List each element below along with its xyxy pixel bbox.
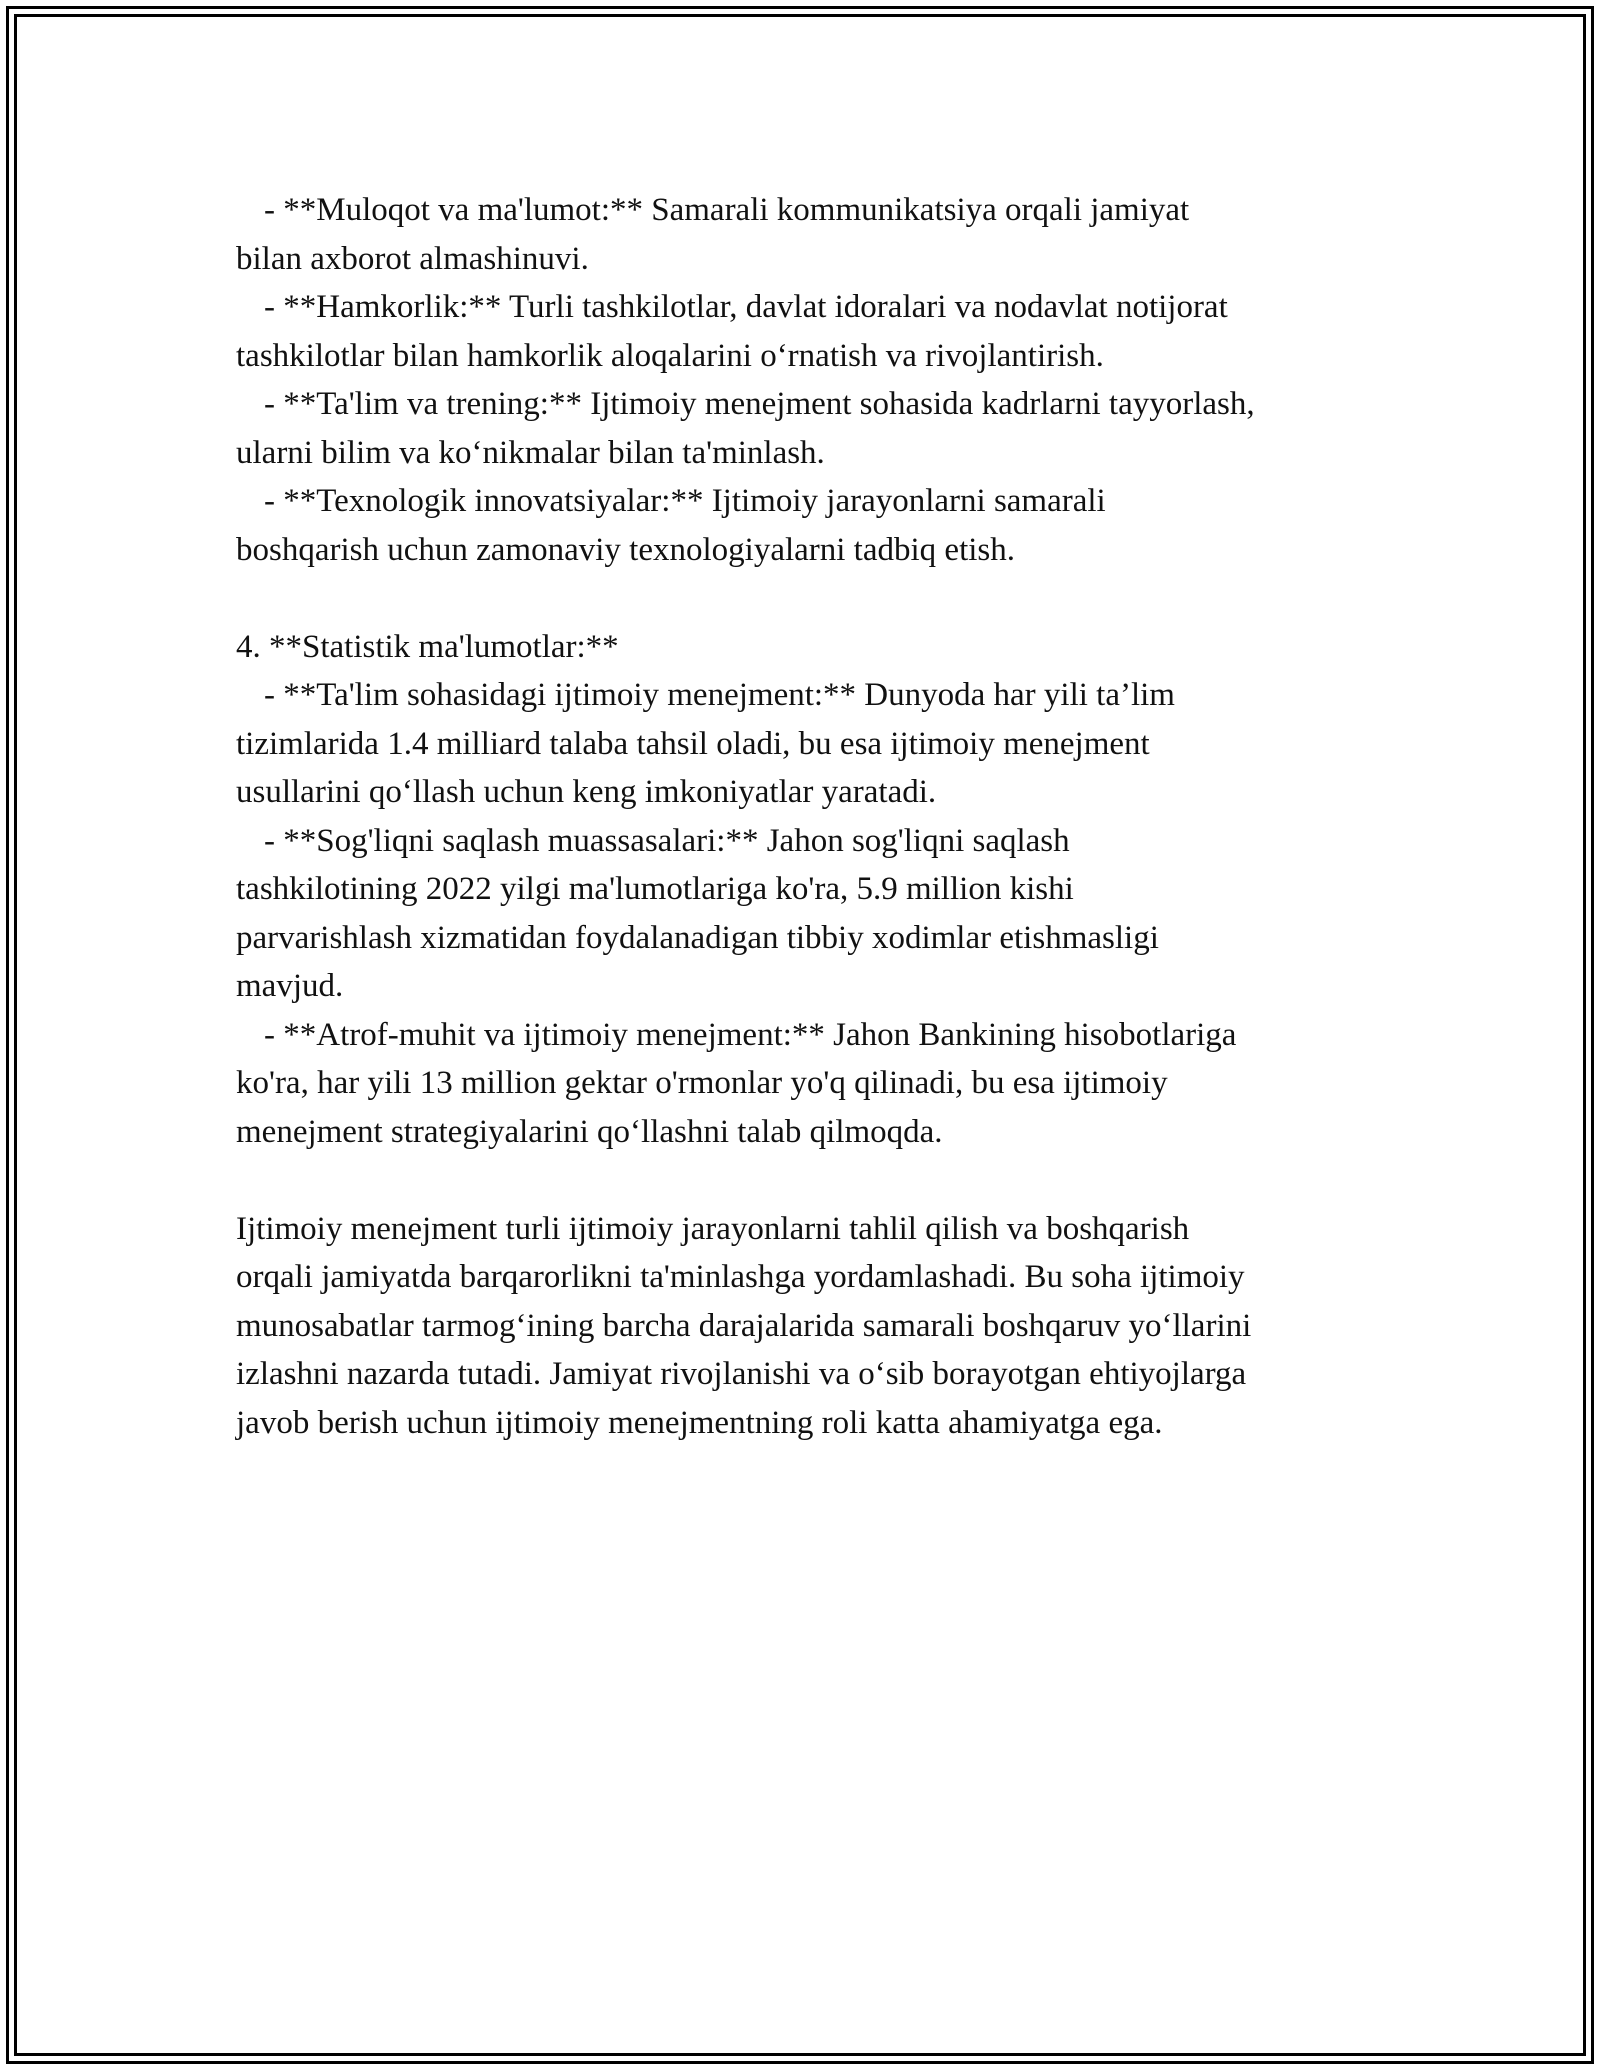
conclusion-paragraph-line-1: Ijtimoiy menejment turli ijtimoiy jarayonlarni tahlil qilish va boshqarish xyxy=(236,1210,1190,1247)
list-item-environment-stats-cont-2: menejment strategiyalarini qo‘llashni talab qilmoqda. xyxy=(236,1113,943,1150)
list-item-partnership: - **Hamkorlik:** Turli tashkilotlar, davlat idoralari va nodavlat notijorat xyxy=(264,289,1228,325)
section-heading-statistics: 4. **Statistik ma'lumotlar:** xyxy=(236,628,619,665)
document-body xyxy=(236,186,1396,1447)
list-item-education-stats: - **Ta'lim sohasidagi ijtimoiy menejment:** Dunyoda har yili ta’lim xyxy=(264,677,1175,713)
list-item-tech-innovation-cont: boshqarish uchun zamonaviy texnologiyalarni tadbiq etish. xyxy=(236,531,1015,568)
list-item-environment-stats: - **Atrof-muhit va ijtimoiy menejment:** Jahon Bankining hisobotlariga xyxy=(264,1016,1237,1053)
paragraph-spacer xyxy=(236,574,1396,623)
list-item-health-stats-cont-2: parvarishlash xizmatidan foydalanadigan tibbiy xodimlar etishmasligi xyxy=(236,919,1159,956)
list-item-health-stats-cont-1: tashkilotining 2022 yilgi ma'lumotlariga ko'ra, 5.9 million kishi xyxy=(236,871,1074,907)
list-item-communication-cont: bilan axborot almashinuvi. xyxy=(236,240,589,277)
list-item-tech-innovation: - **Texnologik innovatsiyalar:** Ijtimoiy jarayonlarni samarali xyxy=(264,483,1106,519)
list-item-education-training-cont: ularni bilim va ko‘nikmalar bilan ta'minlash. xyxy=(236,434,825,471)
conclusion-paragraph-line-4: izlashni nazarda tutadi. Jamiyat rivojlanishi va o‘sib borayotgan ehtiyojlarga xyxy=(236,1356,1247,1392)
conclusion-paragraph-line-2: orqali jamiyatda barqarorlikni ta'minlashga yordamlashadi. Bu soha ijtimoiy xyxy=(236,1259,1245,1295)
list-item-partnership-cont: tashkilotlar bilan hamkorlik aloqalarini o‘rnatish va rivojlantirish. xyxy=(236,337,1104,374)
list-item-education-training: - **Ta'lim va trening:** Ijtimoiy menejment sohasida kadrlarni tayyorlash, xyxy=(264,386,1255,422)
list-item-education-stats-cont-1: tizimlarida 1.4 milliard talaba tahsil oladi, bu esa ijtimoiy menejment xyxy=(236,725,1150,762)
paragraph-spacer xyxy=(236,1156,1396,1205)
list-item-communication: - **Muloqot va ma'lumot:** Samarali kommunikatsiya orqali jamiyat xyxy=(264,192,1190,228)
list-item-health-stats: - **Sog'liqni saqlash muassasalari:** Jahon sog'liqni saqlash xyxy=(264,822,1070,859)
conclusion-paragraph-line-3: munosabatlar tarmog‘ining barcha darajalarida samarali boshqaruv yo‘llarini xyxy=(236,1307,1252,1344)
list-item-environment-stats-cont-1: ko'ra, har yili 13 million gektar o'rmonlar yo'q qilinadi, bu esa ijtimoiy xyxy=(236,1065,1168,1101)
list-item-education-stats-cont-2: usullarini qo‘llash uchun keng imkoniyatlar yaratadi. xyxy=(236,774,937,810)
conclusion-paragraph-line-5: javob berish uchun ijtimoiy menejmentning roli katta ahamiyatga ega. xyxy=(236,1404,1163,1441)
list-item-health-stats-cont-3: mavjud. xyxy=(236,968,344,1004)
